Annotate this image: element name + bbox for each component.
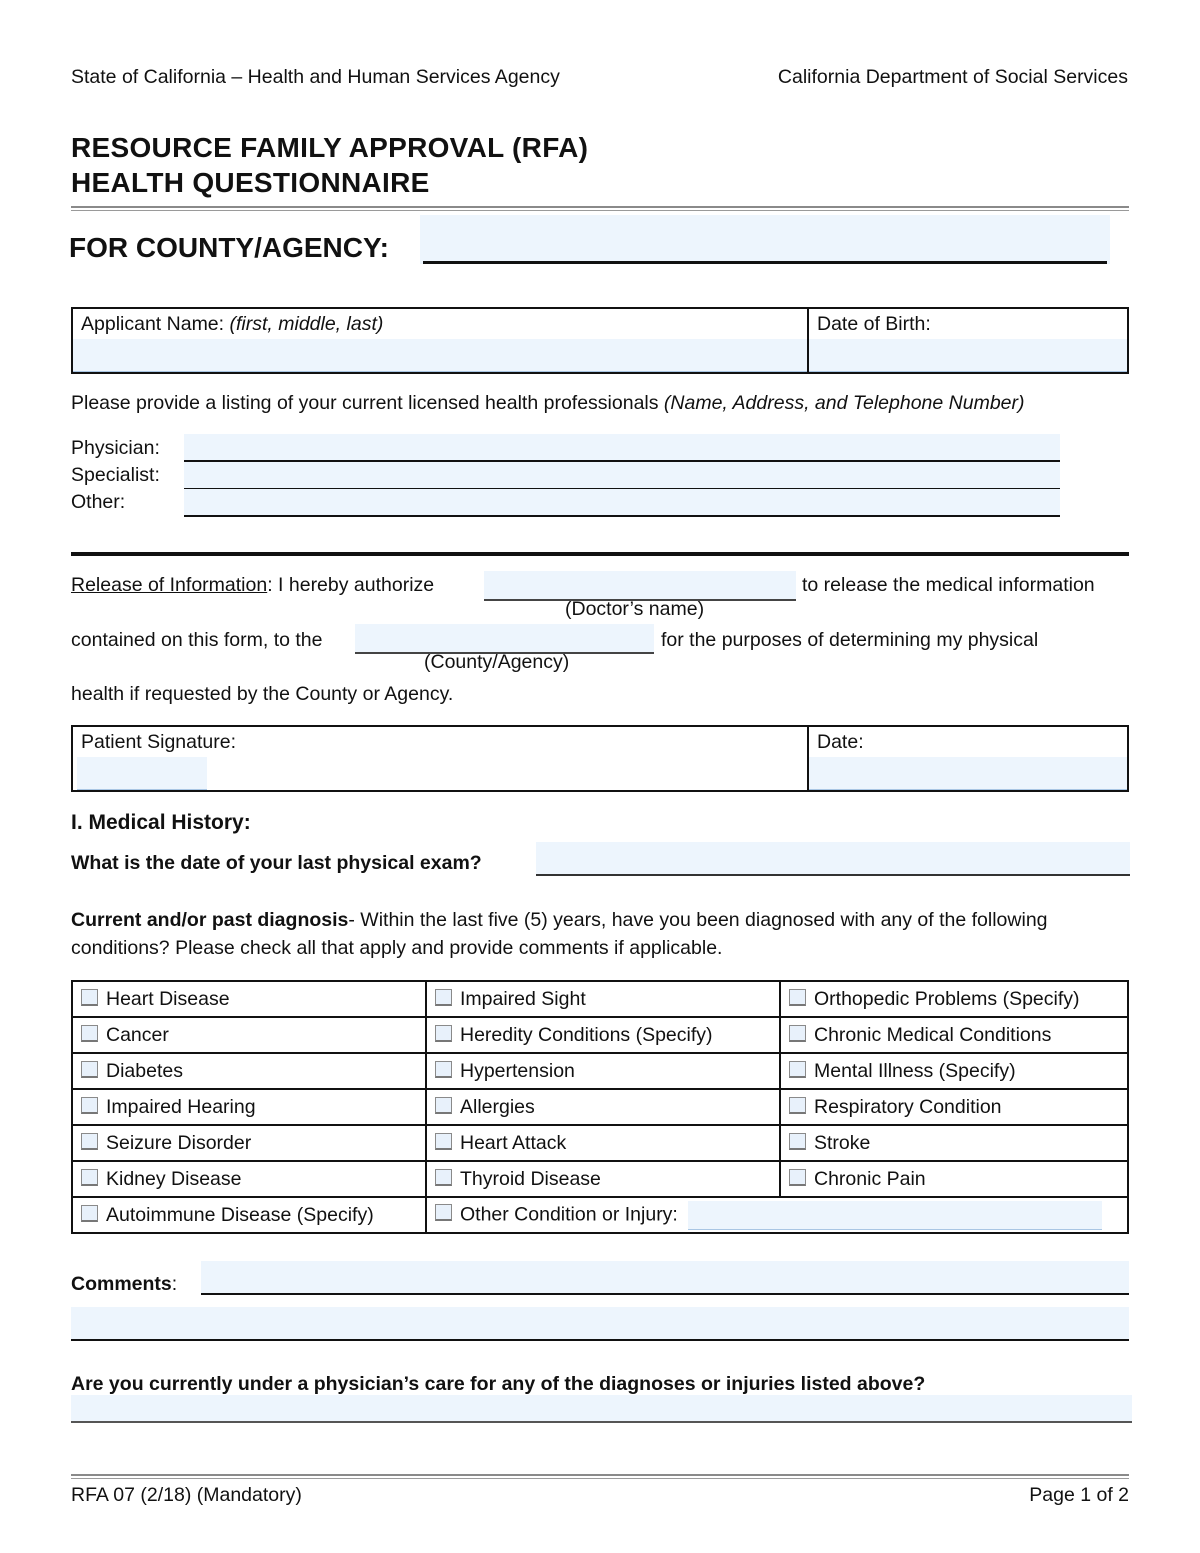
county-agency-underline bbox=[423, 261, 1107, 264]
condition-thyroid-disease[interactable]: Thyroid Disease bbox=[426, 1161, 780, 1197]
release-line-3: health if requested by the County or Agency. bbox=[71, 683, 454, 705]
footer-divider bbox=[71, 1474, 1129, 1479]
page-number: Page 1 of 2 bbox=[1029, 1484, 1129, 1506]
signature-table bbox=[71, 725, 1129, 792]
dob-field[interactable] bbox=[809, 339, 1127, 372]
checkbox-icon[interactable] bbox=[435, 1025, 452, 1042]
release-line-1: Release of Information: I hereby authorize bbox=[71, 574, 435, 596]
condition-respiratory[interactable]: Respiratory Condition bbox=[780, 1089, 1128, 1125]
agency-header: State of California – Health and Human Services Agency bbox=[71, 66, 560, 88]
county-agency-label: FOR COUNTY/AGENCY: bbox=[69, 232, 389, 263]
checkbox-icon[interactable] bbox=[81, 1205, 98, 1222]
checkbox-icon[interactable] bbox=[81, 989, 98, 1006]
condition-diabetes[interactable]: Diabetes bbox=[72, 1053, 426, 1089]
applicant-name-cell bbox=[72, 308, 808, 373]
checkbox-icon[interactable] bbox=[435, 989, 452, 1006]
signature-date-field[interactable] bbox=[809, 757, 1127, 790]
condition-kidney-disease[interactable]: Kidney Disease bbox=[72, 1161, 426, 1197]
form-id: RFA 07 (2/18) (Mandatory) bbox=[71, 1484, 302, 1506]
release-line-2b: for the purposes of determining my physical bbox=[661, 629, 1039, 651]
applicant-name-field[interactable] bbox=[73, 339, 807, 372]
release-line-1b: to release the medical information bbox=[802, 574, 1095, 596]
condition-impaired-sight[interactable]: Impaired Sight bbox=[426, 981, 780, 1017]
comments-label: Comments: bbox=[71, 1273, 178, 1295]
checkbox-icon[interactable] bbox=[81, 1061, 98, 1078]
title-line-1: RESOURCE FAMILY APPROVAL (RFA) bbox=[71, 132, 589, 163]
checkbox-icon[interactable] bbox=[81, 1097, 98, 1114]
table-row bbox=[72, 1197, 1128, 1233]
applicant-name-label: Applicant Name: (first, middle, last) bbox=[81, 313, 384, 335]
section-divider bbox=[71, 552, 1129, 556]
condition-heart-disease[interactable]: Heart Disease bbox=[72, 981, 426, 1017]
checkbox-icon[interactable] bbox=[789, 989, 806, 1006]
diagnosis-instructions: Current and/or past diagnosis- Within the last five (5) years, have you been diagnosed with any of the following conditions? Please check all that apply and provide comments if applicable. bbox=[71, 909, 1048, 959]
doctor-name-caption: (Doctor’s name) bbox=[565, 598, 705, 620]
signature-date-cell bbox=[808, 726, 1128, 791]
checkbox-icon[interactable] bbox=[435, 1133, 452, 1150]
last-exam-question: What is the date of your last physical exam? bbox=[71, 852, 482, 874]
signature-field[interactable] bbox=[77, 757, 207, 790]
condition-impaired-hearing[interactable]: Impaired Hearing bbox=[72, 1089, 426, 1125]
condition-chronic-pain[interactable]: Chronic Pain bbox=[780, 1161, 1128, 1197]
table-row bbox=[72, 981, 1128, 1017]
checkbox-icon[interactable] bbox=[789, 1169, 806, 1186]
checkbox-icon[interactable] bbox=[789, 1133, 806, 1150]
signature-label: Patient Signature: bbox=[81, 731, 237, 753]
condition-heart-attack[interactable]: Heart Attack bbox=[426, 1125, 780, 1161]
signature-date-label: Date: bbox=[817, 731, 864, 753]
checkbox-icon[interactable] bbox=[789, 1025, 806, 1042]
condition-stroke[interactable]: Stroke bbox=[780, 1125, 1128, 1161]
checkbox-icon[interactable] bbox=[435, 1061, 452, 1078]
table-row bbox=[72, 1053, 1128, 1089]
checkbox-icon[interactable] bbox=[435, 1169, 452, 1186]
table-row bbox=[72, 1125, 1128, 1161]
signature-cell bbox=[72, 726, 808, 791]
checkbox-icon[interactable] bbox=[435, 1097, 452, 1114]
table-row bbox=[72, 1089, 1128, 1125]
condition-mental-illness[interactable]: Mental Illness (Specify) bbox=[780, 1053, 1128, 1089]
condition-cancer[interactable]: Cancer bbox=[72, 1017, 426, 1053]
condition-other[interactable]: Other Condition or Injury: bbox=[426, 1197, 1128, 1233]
table-row bbox=[72, 1017, 1128, 1053]
checkbox-icon[interactable] bbox=[789, 1061, 806, 1078]
physician-field[interactable] bbox=[184, 434, 1060, 462]
checkbox-icon[interactable] bbox=[81, 1133, 98, 1150]
specialist-field[interactable] bbox=[184, 462, 1060, 490]
checkbox-icon[interactable] bbox=[435, 1204, 452, 1221]
title-divider bbox=[71, 206, 1129, 211]
doctor-name-field[interactable] bbox=[484, 571, 796, 601]
county-agency-field[interactable] bbox=[420, 215, 1110, 264]
county-agency-caption: (County/Agency) bbox=[424, 651, 570, 673]
release-heading: Release of Information bbox=[71, 574, 268, 596]
release-county-field[interactable] bbox=[355, 624, 654, 654]
physician-label: Physician: bbox=[71, 437, 160, 459]
dob-label: Date of Birth: bbox=[817, 313, 931, 335]
dob-cell bbox=[808, 308, 1128, 373]
conditions-table bbox=[71, 980, 1129, 1234]
medical-history-heading: I. Medical History: bbox=[71, 811, 251, 834]
physician-care-field[interactable] bbox=[71, 1395, 1132, 1423]
physician-care-question: Are you currently under a physician’s care for any of the diagnoses or injuries listed above? bbox=[71, 1373, 926, 1395]
checkbox-icon[interactable] bbox=[81, 1169, 98, 1186]
condition-hypertension[interactable]: Hypertension bbox=[426, 1053, 780, 1089]
other-condition-field[interactable] bbox=[688, 1201, 1102, 1230]
checkbox-icon[interactable] bbox=[81, 1025, 98, 1042]
professionals-intro: Please provide a listing of your current licensed health professionals (Name, Address, and Telephone Number) bbox=[71, 392, 1025, 414]
condition-allergies[interactable]: Allergies bbox=[426, 1089, 780, 1125]
checkbox-icon[interactable] bbox=[789, 1097, 806, 1114]
last-exam-field[interactable] bbox=[536, 842, 1130, 876]
applicant-table bbox=[71, 307, 1129, 374]
comments-field-line-1[interactable] bbox=[201, 1261, 1129, 1295]
title-line-2: HEALTH QUESTIONNAIRE bbox=[71, 167, 430, 198]
page-title bbox=[71, 130, 588, 200]
other-professional-field[interactable] bbox=[184, 489, 1060, 517]
applicant-name-hint: (first, middle, last) bbox=[229, 313, 384, 335]
release-line-2: contained on this form, to the bbox=[71, 629, 323, 651]
table-row bbox=[72, 1161, 1128, 1197]
condition-autoimmune-disease[interactable]: Autoimmune Disease (Specify) bbox=[72, 1197, 426, 1233]
condition-seizure-disorder[interactable]: Seizure Disorder bbox=[72, 1125, 426, 1161]
specialist-label: Specialist: bbox=[71, 464, 160, 486]
other-professional-label: Other: bbox=[71, 491, 126, 513]
condition-chronic-medical[interactable]: Chronic Medical Conditions bbox=[780, 1017, 1128, 1053]
department-header: California Department of Social Services bbox=[777, 66, 1128, 88]
condition-orthopedic-problems[interactable]: Orthopedic Problems (Specify) bbox=[780, 981, 1128, 1017]
comments-field-line-2[interactable] bbox=[71, 1307, 1129, 1341]
condition-heredity-conditions[interactable]: Heredity Conditions (Specify) bbox=[426, 1017, 780, 1053]
